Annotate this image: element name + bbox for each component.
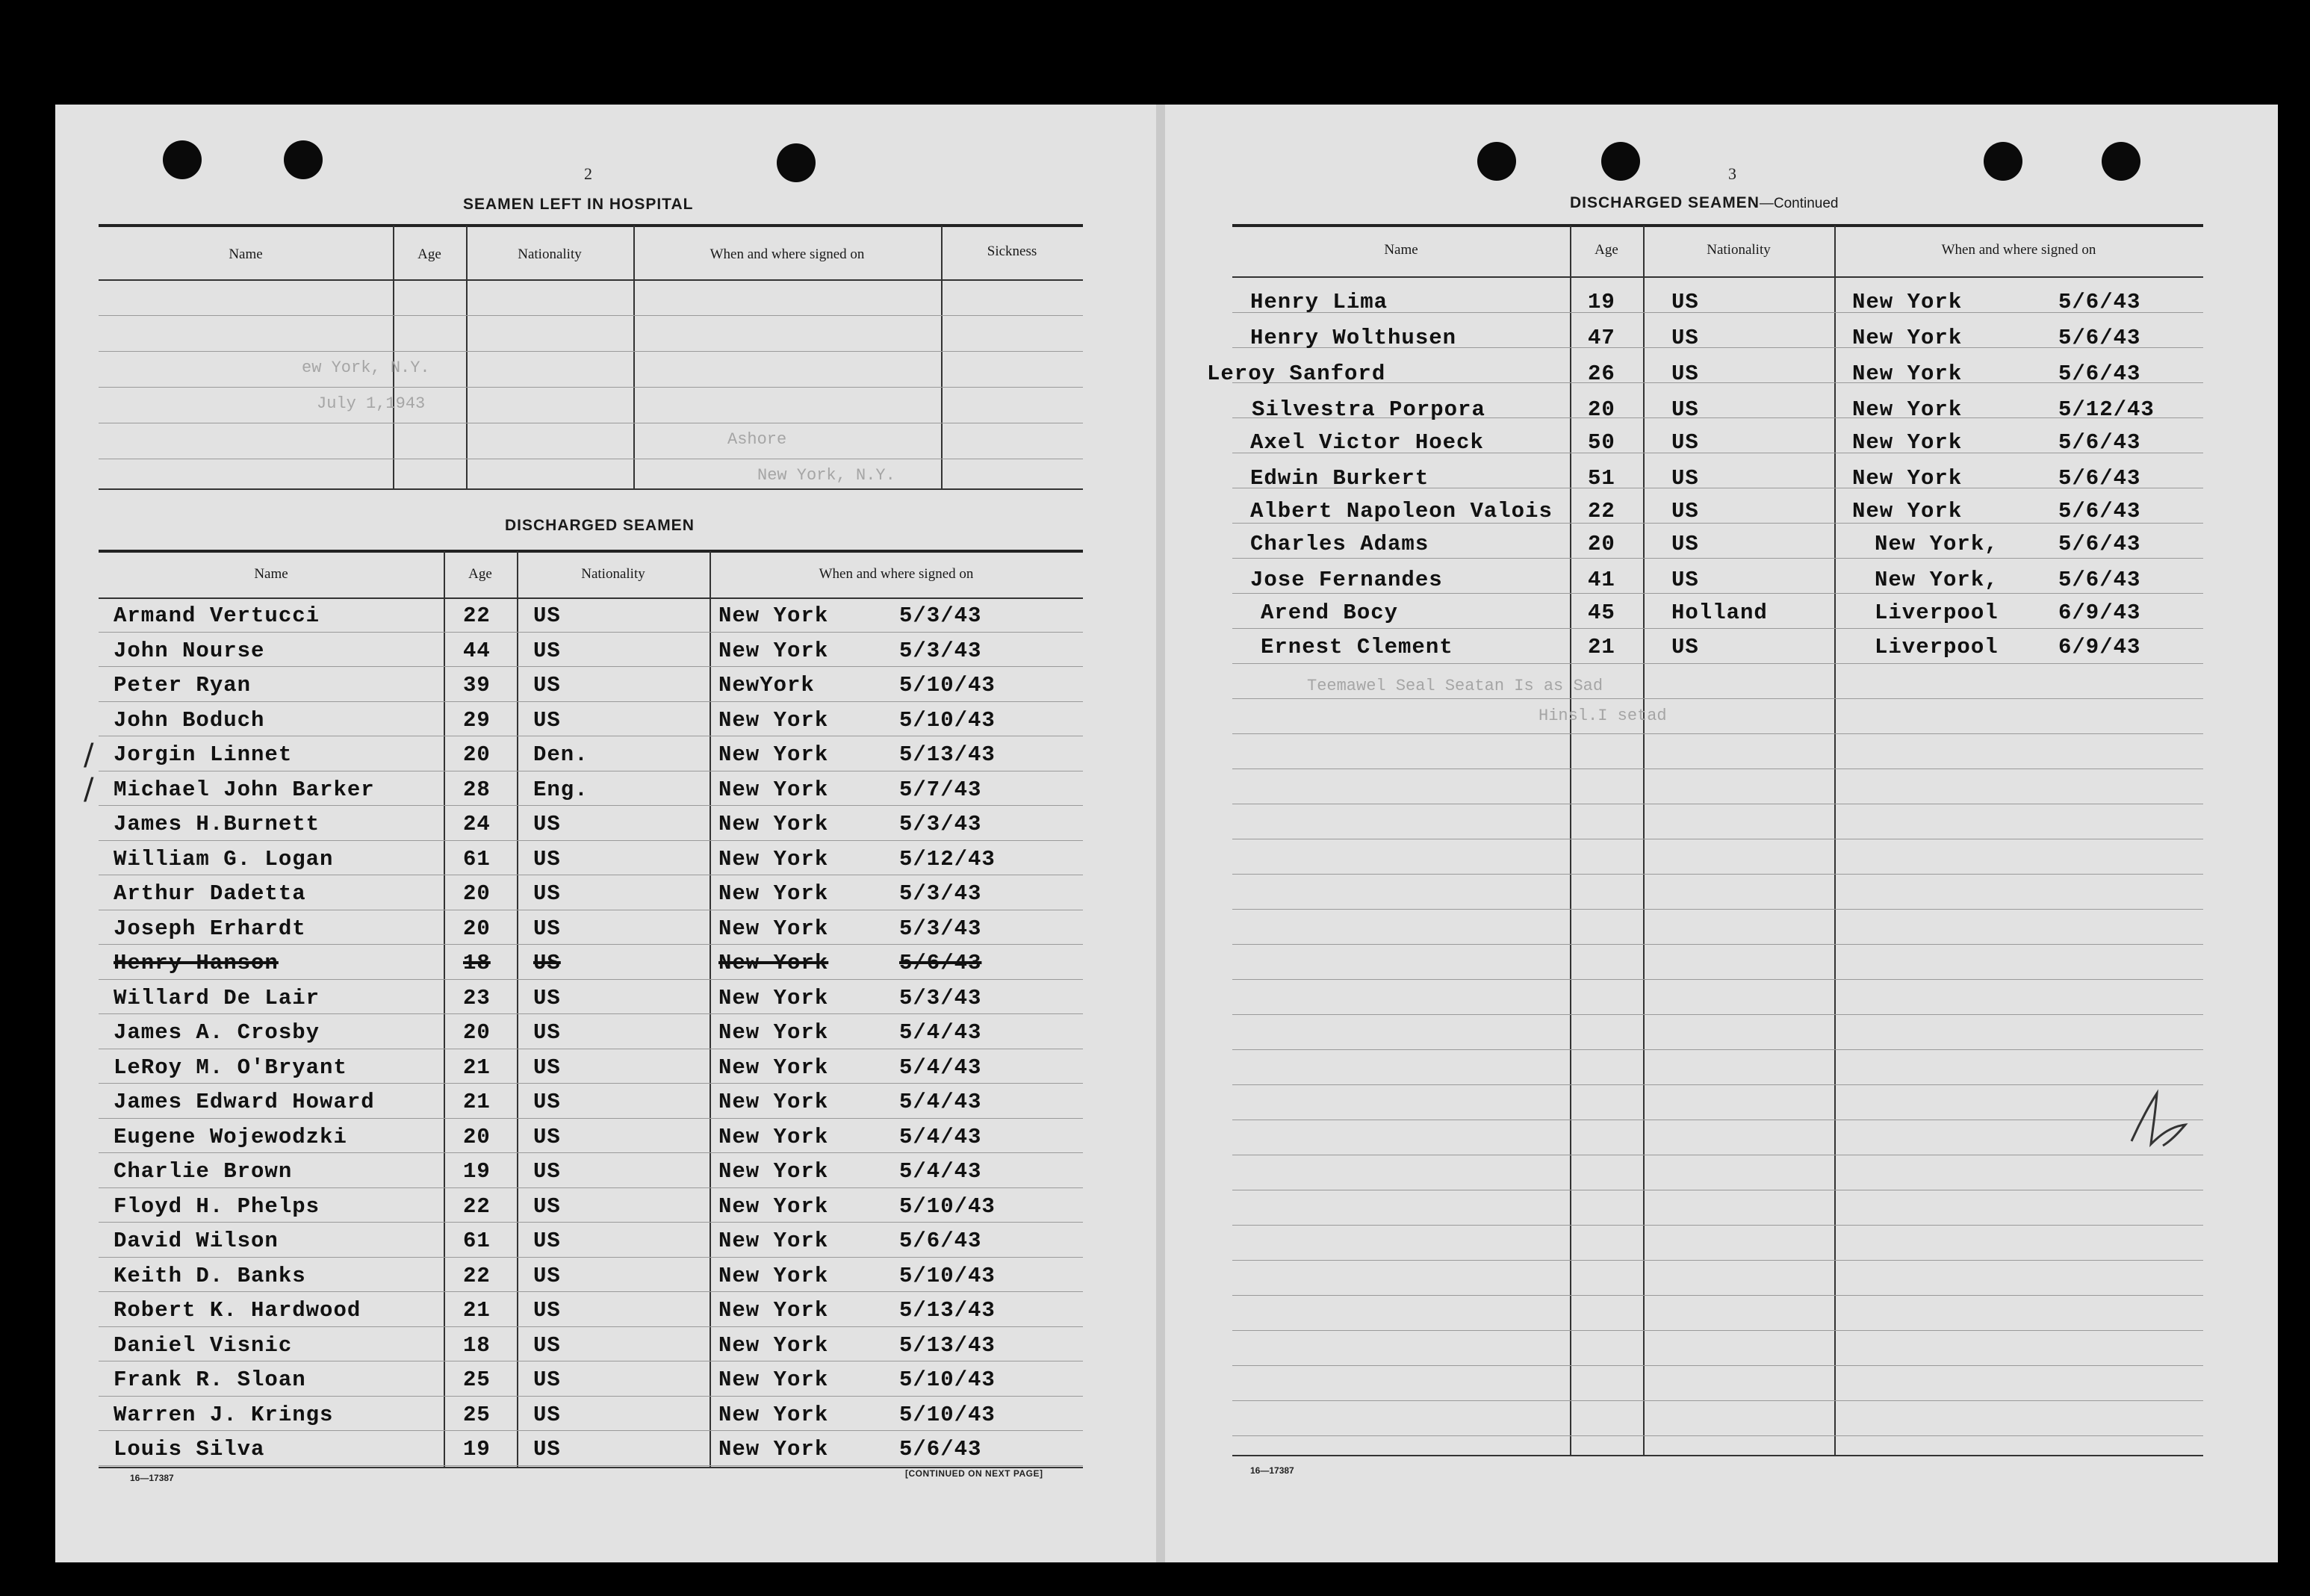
- signed-on-place: New York: [718, 742, 829, 767]
- signed-on-date: 5/4/43: [899, 1124, 982, 1149]
- seaman-age: 21: [1588, 635, 1615, 659]
- row-rule: [1232, 1014, 2203, 1015]
- handwritten-initials: [2118, 1080, 2200, 1162]
- column-header-sickness: Sickness: [987, 243, 1037, 259]
- bleed-through-text: Teemawel Seal Seatan Is as Sad: [1307, 677, 1603, 695]
- row-rule: [99, 351, 1083, 352]
- column-header-signed-on: When and where signed on: [710, 246, 865, 262]
- right-page: [1165, 105, 2278, 1562]
- column-header-name: Name: [1384, 242, 1418, 258]
- seaman-name: Keith D. Banks: [114, 1263, 306, 1288]
- column-divider: [710, 551, 711, 1468]
- seaman-age: 20: [463, 1020, 491, 1045]
- signed-on-date: 5/3/43: [899, 812, 982, 836]
- column-header-nationality: Nationality: [518, 246, 582, 262]
- seaman-age: 29: [463, 707, 491, 733]
- seaman-age: 44: [463, 638, 491, 663]
- signed-on-place: New York: [718, 1402, 829, 1427]
- seaman-name: Axel Victor Hoeck: [1250, 430, 1484, 455]
- title-main: DISCHARGED SEAMEN: [1570, 194, 1760, 211]
- punch-hole: [1601, 142, 1640, 181]
- row-rule: [99, 666, 1083, 667]
- seaman-nationality: US: [1671, 499, 1699, 524]
- signed-on-date: 5/6/43: [899, 1229, 982, 1253]
- row-rule: [99, 805, 1083, 806]
- seaman-nationality: US: [533, 1263, 561, 1288]
- signed-on-place: New York: [718, 1367, 829, 1392]
- punch-hole: [2102, 142, 2140, 181]
- seaman-age: 22: [463, 1193, 491, 1219]
- column-header-age: Age: [468, 566, 492, 582]
- row-rule: [99, 1465, 1083, 1466]
- row-rule: [1232, 628, 2203, 629]
- signed-on-place: New York: [718, 1090, 829, 1114]
- signed-on-date: 5/6/43: [2058, 290, 2141, 314]
- table-border: [99, 597, 1083, 599]
- seaman-name: Albert Napoleon Valois: [1250, 499, 1553, 524]
- signed-on-date: 5/6/43: [899, 951, 982, 975]
- seaman-nationality: US: [533, 1298, 561, 1323]
- seaman-age: 19: [463, 1159, 491, 1184]
- signed-on-date: 5/12/43: [2058, 397, 2155, 422]
- signed-on-date: 5/3/43: [899, 916, 982, 941]
- row-rule: [1232, 558, 2203, 559]
- signed-on-date: 5/6/43: [2058, 326, 2141, 350]
- seaman-name: Henry Hanson: [114, 951, 279, 975]
- seaman-name: Leroy Sanford: [1207, 361, 1386, 386]
- signed-on-place: New York: [718, 1020, 829, 1045]
- signed-on-date: 6/9/43: [2058, 600, 2141, 625]
- seaman-nationality: US: [533, 1332, 561, 1358]
- signed-on-date: 5/6/43: [2058, 430, 2141, 455]
- seaman-nationality: US: [533, 846, 561, 872]
- seaman-name: Michael John Barker: [114, 777, 375, 802]
- signed-on-place: Liverpool: [1875, 600, 1999, 625]
- signed-on-place: New York: [718, 1124, 829, 1149]
- signed-on-place: Liverpool: [1875, 635, 1999, 659]
- column-header-nationality: Nationality: [1707, 242, 1771, 258]
- seaman-name: Charlie Brown: [114, 1159, 293, 1184]
- signed-on-date: 5/6/43: [2058, 499, 2141, 524]
- column-divider: [444, 551, 445, 1468]
- row-rule: [99, 1152, 1083, 1153]
- column-divider: [393, 226, 394, 488]
- row-rule: [99, 1013, 1083, 1014]
- seaman-name: Henry Wolthusen: [1250, 326, 1457, 350]
- bleed-through-text: Ashore: [727, 430, 787, 449]
- seaman-nationality: US: [1671, 635, 1699, 659]
- seaman-nationality: Holland: [1671, 600, 1768, 625]
- page-number: 3: [1728, 164, 1736, 183]
- seaman-name: Frank R. Sloan: [114, 1367, 306, 1392]
- row-rule: [99, 1326, 1083, 1327]
- signed-on-place: New York: [718, 985, 829, 1010]
- discharged-section-title: DISCHARGED SEAMEN: [505, 517, 695, 534]
- signed-on-date: 5/6/43: [2058, 361, 2141, 386]
- seaman-nationality: US: [533, 1193, 561, 1219]
- seaman-name: Ernest Clement: [1261, 635, 1453, 659]
- signed-on-date: 5/3/43: [899, 881, 982, 906]
- page-number: 2: [584, 164, 592, 183]
- row-rule: [99, 1083, 1083, 1084]
- signed-on-place: New York: [718, 1193, 829, 1219]
- column-divider: [941, 226, 943, 488]
- signed-on-place: New York,: [1875, 568, 1999, 592]
- seaman-name: Louis Silva: [114, 1437, 265, 1462]
- seaman-age: 20: [463, 916, 491, 941]
- row-rule: [1232, 1330, 2203, 1331]
- row-rule: [1232, 1435, 2203, 1436]
- row-rule: [99, 701, 1083, 702]
- signed-on-date: 5/6/43: [2058, 532, 2141, 556]
- seaman-age: 20: [1588, 397, 1615, 422]
- seaman-age: 21: [463, 1090, 491, 1114]
- seaman-age: 51: [1588, 466, 1615, 491]
- seaman-age: 61: [463, 846, 491, 872]
- punch-hole: [1477, 142, 1516, 181]
- seaman-name: Warren J. Krings: [114, 1402, 334, 1427]
- seaman-age: 61: [463, 1229, 491, 1253]
- seaman-name: James Edward Howard: [114, 1090, 375, 1114]
- signed-on-place: New York: [718, 1437, 829, 1462]
- continued-note: [CONTINUED ON NEXT PAGE]: [905, 1468, 1043, 1479]
- row-rule: [1232, 1225, 2203, 1226]
- signed-on-date: 5/10/43: [899, 707, 996, 733]
- seaman-nationality: US: [533, 1367, 561, 1392]
- form-number: 16—17387: [1250, 1465, 1294, 1476]
- seaman-nationality: US: [1671, 532, 1699, 556]
- seaman-nationality: US: [1671, 466, 1699, 491]
- signed-on-place: New York: [718, 1229, 829, 1253]
- seaman-age: 39: [463, 673, 491, 698]
- row-rule: [1232, 733, 2203, 734]
- row-rule: [1232, 663, 2203, 664]
- seaman-name: Peter Ryan: [114, 673, 252, 698]
- signed-on-date: 5/6/43: [899, 1437, 982, 1462]
- column-divider: [633, 226, 635, 488]
- column-divider: [1570, 226, 1571, 1455]
- signed-on-date: 5/12/43: [899, 846, 996, 872]
- seaman-nationality: US: [533, 1090, 561, 1114]
- row-rule: [1232, 1365, 2203, 1366]
- signed-on-place: New York: [1852, 466, 1963, 491]
- signed-on-date: 5/4/43: [899, 1020, 982, 1045]
- seaman-name: John Nourse: [114, 638, 265, 663]
- seaman-name: Edwin Burkert: [1250, 466, 1429, 491]
- seaman-nationality: US: [533, 1159, 561, 1184]
- seaman-age: 19: [1588, 290, 1615, 314]
- row-rule: [1232, 1084, 2203, 1085]
- signed-on-date: 5/10/43: [899, 673, 996, 698]
- seaman-name: Robert K. Hardwood: [114, 1298, 361, 1323]
- signed-on-place: New York: [718, 707, 829, 733]
- signed-on-place: New York: [1852, 430, 1963, 455]
- signed-on-place: New York: [718, 951, 829, 975]
- row-rule: [99, 315, 1083, 316]
- column-header-signed-on: When and where signed on: [819, 566, 974, 582]
- seaman-nationality: Den.: [533, 742, 589, 767]
- punch-hole: [284, 140, 323, 179]
- column-divider: [1834, 226, 1836, 1455]
- table-border: [99, 550, 1083, 553]
- table-border: [99, 279, 1083, 281]
- seaman-age: 45: [1588, 600, 1615, 625]
- seaman-name: Eugene Wojewodzki: [114, 1124, 347, 1149]
- signed-on-date: 5/13/43: [899, 742, 996, 767]
- signed-on-place: New York: [718, 1332, 829, 1358]
- seaman-age: 20: [1588, 532, 1615, 556]
- row-rule: [99, 1430, 1083, 1431]
- row-rule: [1232, 1295, 2203, 1296]
- seaman-age: 25: [463, 1402, 491, 1427]
- signed-on-place: New York: [718, 603, 829, 628]
- signed-on-place: New York: [718, 1159, 829, 1184]
- row-rule: [99, 1257, 1083, 1258]
- seaman-nationality: US: [533, 638, 561, 663]
- row-rule: [1232, 698, 2203, 699]
- signed-on-place: New York: [1852, 499, 1963, 524]
- signed-on-date: 5/4/43: [899, 1090, 982, 1114]
- table-border: [1232, 1455, 2203, 1456]
- column-divider: [1643, 226, 1645, 1455]
- seaman-name: William G. Logan: [114, 846, 334, 872]
- seaman-nationality: US: [1671, 397, 1699, 422]
- signed-on-place: New York: [718, 777, 829, 802]
- seaman-age: 21: [463, 1055, 491, 1080]
- seaman-nationality: US: [533, 1124, 561, 1149]
- seaman-name: Jorgin Linnet: [114, 742, 293, 767]
- row-rule: [1232, 909, 2203, 910]
- signed-on-date: 5/3/43: [899, 985, 982, 1010]
- signed-on-place: New York: [718, 1298, 829, 1323]
- column-header-name: Name: [229, 246, 263, 262]
- row-rule: [99, 632, 1083, 633]
- row-rule: [99, 1118, 1083, 1119]
- seaman-age: 20: [463, 742, 491, 767]
- seaman-name: Armand Vertucci: [114, 603, 320, 628]
- row-rule: [1232, 593, 2203, 594]
- seaman-name: Floyd H. Phelps: [114, 1193, 320, 1219]
- seaman-name: John Boduch: [114, 707, 265, 733]
- seaman-nationality: US: [533, 707, 561, 733]
- signed-on-place: New York,: [1875, 532, 1999, 556]
- seaman-age: 19: [463, 1437, 491, 1462]
- seaman-age: 18: [463, 1332, 491, 1358]
- discharged-continued-title: [1570, 194, 1838, 212]
- signed-on-date: 5/10/43: [899, 1402, 996, 1427]
- seaman-name: Henry Lima: [1250, 290, 1388, 314]
- row-rule: [99, 387, 1083, 388]
- column-divider: [517, 551, 518, 1468]
- seaman-nationality: US: [533, 985, 561, 1010]
- seaman-age: 23: [463, 985, 491, 1010]
- signed-on-date: 5/13/43: [899, 1332, 996, 1358]
- seaman-name: Charles Adams: [1250, 532, 1429, 556]
- punch-hole: [777, 143, 816, 182]
- row-rule: [1232, 1400, 2203, 1401]
- signed-on-place: New York: [718, 1263, 829, 1288]
- signed-on-place: New York: [718, 812, 829, 836]
- seaman-age: 21: [463, 1298, 491, 1323]
- punch-hole: [163, 140, 202, 179]
- row-rule: [1232, 979, 2203, 980]
- row-rule: [99, 944, 1083, 945]
- signed-on-date: 5/4/43: [899, 1159, 982, 1184]
- table-border: [99, 488, 1083, 490]
- seaman-age: 20: [463, 881, 491, 906]
- seaman-nationality: US: [1671, 290, 1699, 314]
- row-rule: [99, 1396, 1083, 1397]
- seaman-nationality: US: [533, 1402, 561, 1427]
- row-rule: [99, 1222, 1083, 1223]
- seaman-nationality: US: [1671, 326, 1699, 350]
- seaman-nationality: US: [533, 1055, 561, 1080]
- seaman-name: James A. Crosby: [114, 1020, 320, 1045]
- seaman-name: Willard De Lair: [114, 985, 320, 1010]
- title-suffix: —Continued: [1759, 196, 1839, 211]
- column-header-age: Age: [417, 246, 441, 262]
- seaman-nationality: US: [533, 916, 561, 941]
- signed-on-place: New York: [1852, 397, 1963, 422]
- seaman-age: 22: [463, 603, 491, 628]
- seaman-age: 22: [463, 1263, 491, 1288]
- row-rule: [1232, 874, 2203, 875]
- row-rule: [1232, 1049, 2203, 1050]
- left-page: [55, 105, 1161, 1562]
- row-rule: [1232, 768, 2203, 769]
- seaman-nationality: US: [1671, 361, 1699, 386]
- signed-on-place: New York: [1852, 290, 1963, 314]
- seaman-age: 22: [1588, 499, 1615, 524]
- seaman-name: Silvestra Porpora: [1252, 397, 1485, 422]
- signed-on-place: New York: [1852, 361, 1963, 386]
- row-rule: [99, 840, 1083, 841]
- signed-on-date: 5/3/43: [899, 638, 982, 663]
- seaman-nationality: US: [533, 673, 561, 698]
- row-rule: [99, 1187, 1083, 1188]
- signed-on-date: 5/6/43: [2058, 568, 2141, 592]
- signed-on-date: 6/9/43: [2058, 635, 2141, 659]
- signed-on-place: New York: [718, 846, 829, 872]
- check-mark-icon: /: [84, 772, 94, 807]
- seaman-age: 28: [463, 777, 491, 802]
- row-rule: [99, 1291, 1083, 1292]
- seaman-name: Daniel Visnic: [114, 1332, 293, 1358]
- seaman-nationality: US: [533, 603, 561, 628]
- seaman-name: Arthur Dadetta: [114, 881, 306, 906]
- seaman-age: 47: [1588, 326, 1615, 350]
- bleed-through-text: Hinsl.I setad: [1539, 707, 1667, 725]
- hospital-section-title: SEAMEN LEFT IN HOSPITAL: [463, 196, 694, 213]
- signed-on-date: 5/10/43: [899, 1263, 996, 1288]
- seaman-age: 26: [1588, 361, 1615, 386]
- signed-on-place: New York: [718, 1055, 829, 1080]
- column-header-age: Age: [1595, 242, 1618, 258]
- column-header-name: Name: [254, 566, 288, 582]
- column-header-nationality: Nationality: [581, 566, 645, 582]
- seaman-name: Jose Fernandes: [1250, 568, 1443, 592]
- signed-on-date: 5/6/43: [2058, 466, 2141, 491]
- form-number: 16—17387: [130, 1473, 174, 1483]
- signed-on-date: 5/10/43: [899, 1193, 996, 1219]
- column-header-signed-on: When and where signed on: [1941, 242, 2096, 258]
- bleed-through-text: July 1,1943: [317, 394, 426, 413]
- signed-on-place: New York: [718, 638, 829, 663]
- seaman-name: James H.Burnett: [114, 812, 320, 836]
- seaman-age: 50: [1588, 430, 1615, 455]
- seaman-nationality: US: [533, 1020, 561, 1045]
- signed-on-date: 5/4/43: [899, 1055, 982, 1080]
- seaman-nationality: US: [533, 1437, 561, 1462]
- signed-on-date: 5/7/43: [899, 777, 982, 802]
- seaman-nationality: US: [533, 812, 561, 836]
- table-border: [1232, 276, 2203, 278]
- row-rule: [99, 979, 1083, 980]
- seaman-name: Arend Bocy: [1261, 600, 1399, 625]
- signed-on-date: 5/3/43: [899, 603, 982, 628]
- bleed-through-text: New York, N.Y.: [757, 466, 895, 485]
- seaman-age: 18: [463, 951, 491, 975]
- seaman-name: LeRoy M. O'Bryant: [114, 1055, 347, 1080]
- column-divider: [466, 226, 468, 488]
- row-rule: [1232, 1260, 2203, 1261]
- seaman-name: Joseph Erhardt: [114, 916, 306, 941]
- seaman-name: David Wilson: [114, 1229, 279, 1253]
- seaman-age: 24: [463, 812, 491, 836]
- signed-on-date: 5/10/43: [899, 1367, 996, 1392]
- seaman-nationality: US: [533, 881, 561, 906]
- table-border: [99, 224, 1083, 227]
- seaman-age: 20: [463, 1124, 491, 1149]
- seaman-age: 25: [463, 1367, 491, 1392]
- signed-on-place: New York: [718, 881, 829, 906]
- punch-hole: [1984, 142, 2022, 181]
- seaman-nationality: US: [1671, 430, 1699, 455]
- check-mark-icon: /: [84, 738, 94, 772]
- signed-on-place: NewYork: [718, 673, 815, 698]
- seaman-nationality: US: [533, 951, 561, 975]
- table-border: [1232, 224, 2203, 227]
- signed-on-place: New York: [718, 916, 829, 941]
- signed-on-place: New York: [1852, 326, 1963, 350]
- row-rule: [1232, 944, 2203, 945]
- seaman-age: 41: [1588, 568, 1615, 592]
- signed-on-date: 5/13/43: [899, 1298, 996, 1323]
- seaman-nationality: Eng.: [533, 777, 589, 802]
- bleed-through-text: ew York, N.Y.: [302, 358, 430, 377]
- seaman-nationality: US: [1671, 568, 1699, 592]
- seaman-nationality: US: [533, 1229, 561, 1253]
